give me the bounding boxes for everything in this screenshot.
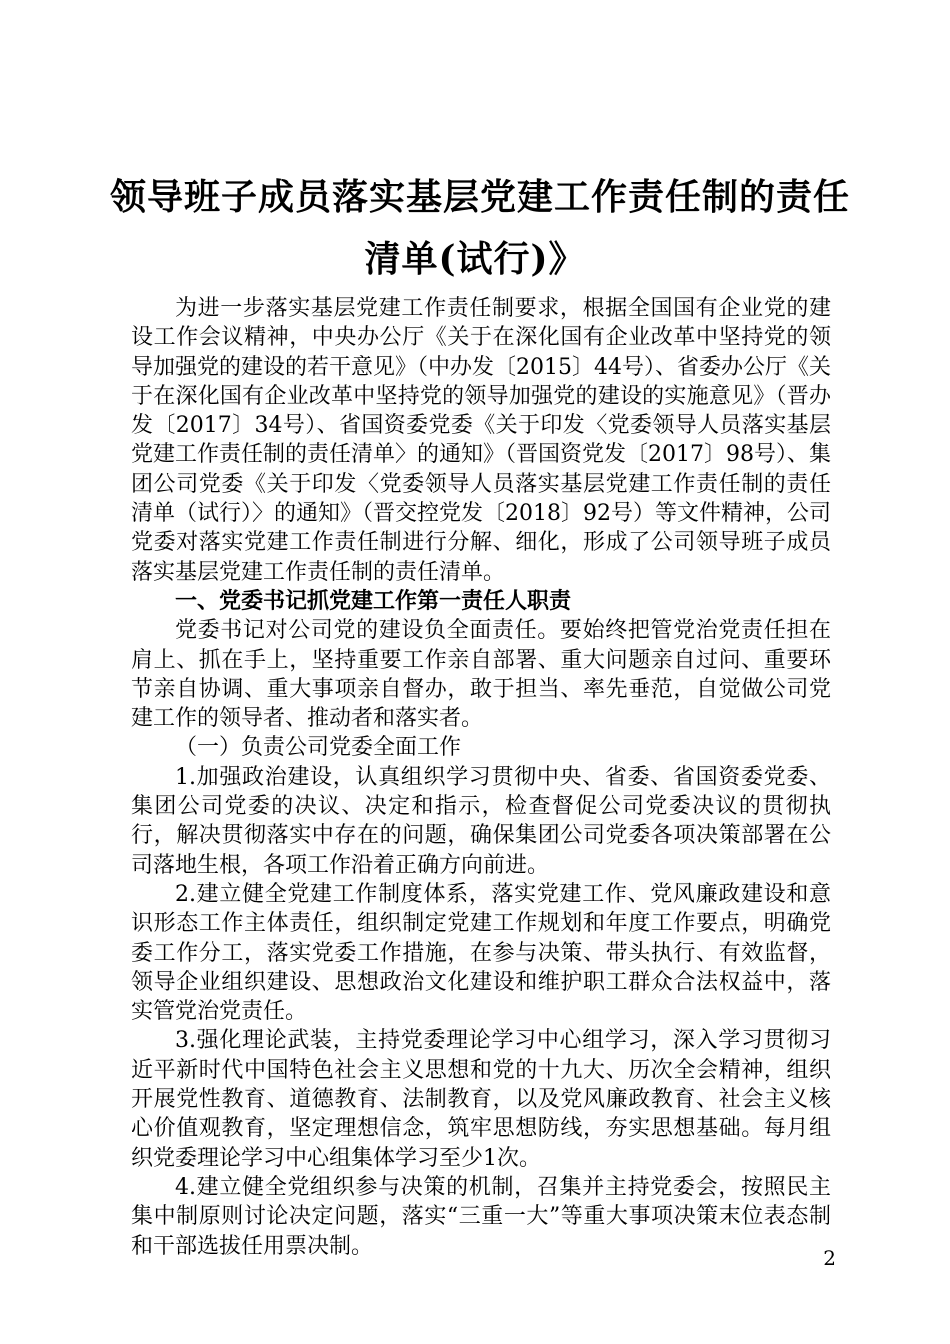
subsection-heading: （一）负责公司党委全面工作 bbox=[175, 735, 462, 761]
intro-paragraph: 为进一步落实基层党建工作责任制要求，根据全国国有企业党的建设工作会议精神，中央办公厅《关于在深化国有企业改革中坚持党的领导加强党的建设的若干意见》（中办发〔2015〕44号）、省委办公厅《关于在深化国有企业改革中坚持党的领导加强党的建设的实施意见》（晋办发〔2017〕34号）、省国资委党委《关于印发〈党委领导人员落实基层党建工作责任制的责任清单〉的通知》（晋国资党发〔2017〕98号）、集团公司党委《关于印发〈党委领导人员落实基层党建工作责任制的责任清单（试行）〉的通知》（晋交控党发〔2018〕92号）等文件精神，公司党委对落实党建工作责任制进行分解、细化，形成了公司领导班子成员落实基层党建工作责任制的责任清单。 bbox=[131, 296, 831, 585]
page-number: 2 bbox=[823, 1246, 836, 1270]
section-heading: 一、党委书记抓党建工作第一责任人职责 bbox=[175, 588, 572, 614]
body-paragraph: 党委书记对公司党的建设负全面责任。要始终把管党治党责任担在肩上、抓在手上，坚持重要工作亲自部署、重大问题亲自过问、重要环节亲自协调、重大事项亲自督办，敢于担当、率先垂范，自觉做公司党建工作的领导者、推动者和落实者。 bbox=[131, 618, 831, 732]
list-item-4: 4.建立健全党组织参与决策的机制，召集并主持党委会，按照民主集中制原则讨论决定问题，落实“三重一大”等重大事项决策末位表态制和干部选拔任用票决制。 bbox=[131, 1174, 831, 1259]
document-title bbox=[110, 166, 851, 290]
list-item-2: 2.建立健全党建工作制度体系，落实党建工作、党风廉政建设和意识形态工作主体责任，组织制定党建工作规划和年度工作要点，明确党委工作分工，落实党委工作措施，在参与决策、带头执行、有效监督，领导企业组织建设、思想政治文化建设和维护职工群众合法权益中，落实管党治党责任。 bbox=[131, 881, 831, 1025]
list-item-1: 1.加强政治建设，认真组织学习贯彻中央、省委、省国资委党委、集团公司党委的决议、决定和指示，检查督促公司党委决议的贯彻执行，解决贯彻落实中存在的问题，确保集团公司党委各项决策部署在公司落地生根，各项工作沿着正确方向前进。 bbox=[131, 764, 831, 878]
document-body bbox=[131, 294, 831, 1261]
list-item-3: 3.强化理论武装，主持党委理论学习中心组学习，深入学习贯彻习近平新时代中国特色社会主义思想和党的十九大、历次全会精神，组织开展党性教育、道德教育、法制教育，以及党风廉政教育、社会主义核心价值观教育，坚定理想信念，筑牢思想防线，夯实思想基础。每月组织党委理论学习中心组集体学习至少1次。 bbox=[131, 1028, 831, 1171]
title-line-2: 清单(试行)》 bbox=[364, 238, 586, 280]
title-line-1: 领导班子成员落实基层党建工作责任制的责任 bbox=[110, 176, 851, 218]
